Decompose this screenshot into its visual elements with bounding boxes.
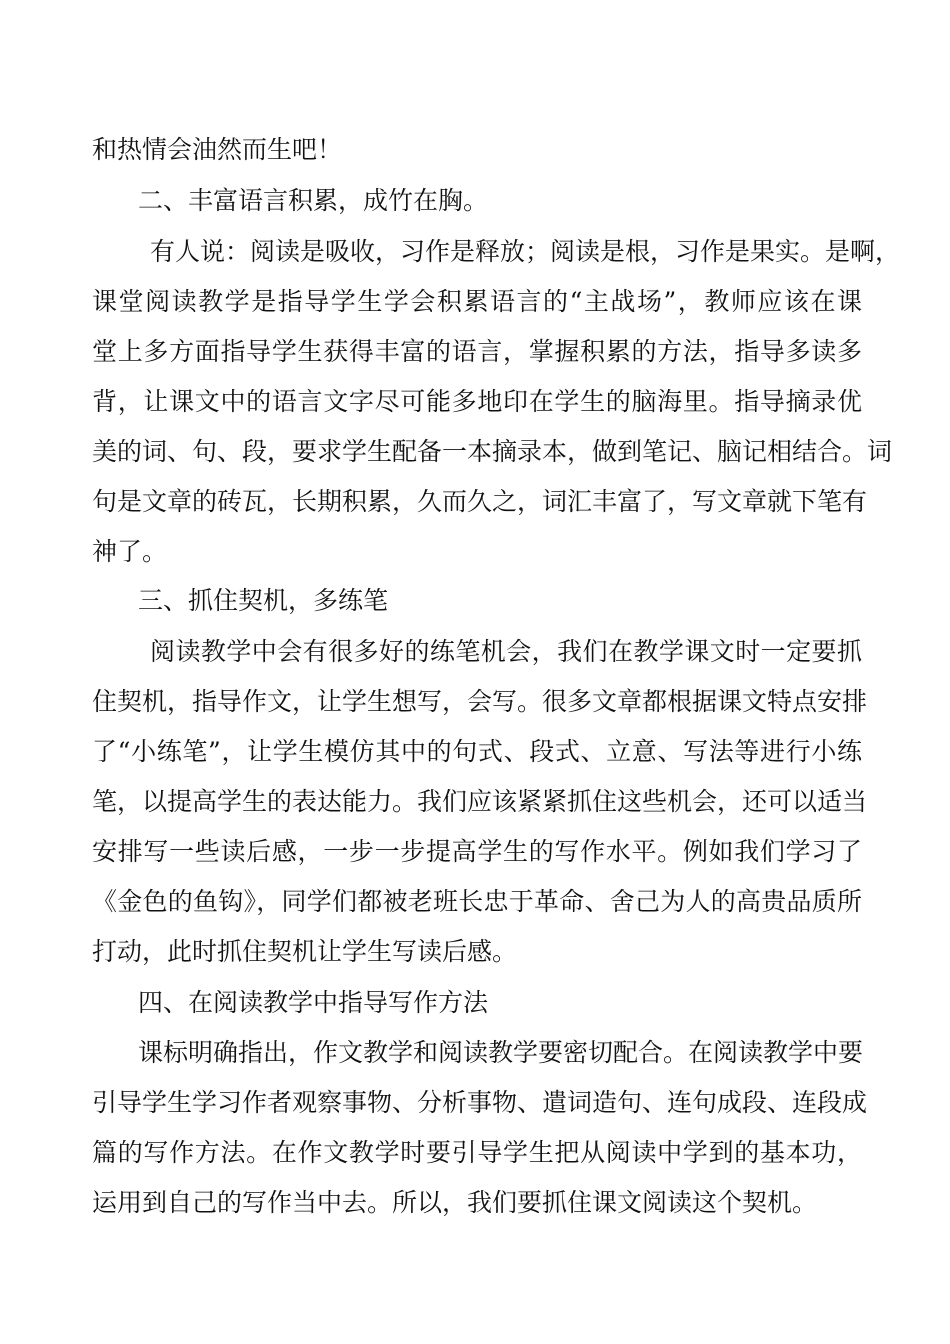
paragraph-line: 安排写一些读后感，一步一步提高学生的写作水平。例如我们学习了 — [92, 837, 862, 866]
paragraph-line: 有人说：阅读是吸收，习作是释放；阅读是根，习作是果实。是啊， — [150, 237, 901, 266]
paragraph-line: 背，让课文中的语言文字尽可能多地印在学生的脑海里。指导摘录优 — [92, 387, 862, 416]
paragraph-line: 课堂阅读教学是指导学生学会积累语言的“主战场”，教师应该在课 — [92, 287, 862, 316]
paragraph-line: 美的词、句、段，要求学生配备一本摘录本，做到笔记、脑记相结合。词 — [92, 437, 893, 466]
paragraph-line: 《金色的鱼钩》，同学们都被老班长忠于革命、舍己为人的高贵品质所 — [92, 887, 862, 916]
paragraph-line: 笔，以提高学生的表达能力。我们应该紧紧抓住这些机会，还可以适当 — [92, 787, 868, 816]
paragraph-line: 神了。 — [92, 537, 168, 566]
paragraph-line: 打动，此时抓住契机让学生写读后感。 — [92, 937, 518, 966]
paragraph-line: 课标明确指出，作文教学和阅读教学要密切配合。在阅读教学中要 — [138, 1038, 864, 1067]
paragraph-line: 篇的写作方法。在作文教学时要引导学生把从阅读中学到的基本功， — [92, 1138, 862, 1167]
section-heading: 三、抓住契机，多练笔 — [138, 586, 389, 615]
paragraph-line: 运用到自己的写作当中去。所以，我们要抓住课文阅读这个契机。 — [92, 1188, 818, 1217]
section-heading: 二、丰富语言积累，成竹在胸。 — [138, 186, 489, 215]
paragraph-line: 了“小练笔”，让学生模仿其中的句式、段式、立意、写法等进行小练 — [92, 737, 862, 766]
section-heading: 四、在阅读教学中指导写作方法 — [138, 988, 489, 1017]
paragraph-line: 引导学生学习作者观察事物、分析事物、遣词造句、连句成段、连段成 — [92, 1088, 868, 1117]
paragraph-line: 堂上多方面指导学生获得丰富的语言，掌握积累的方法，指导多读多 — [92, 337, 862, 366]
paragraph-line: 住契机，指导作文，让学生想写，会写。很多文章都根据课文特点安排 — [92, 687, 868, 716]
paragraph-line: 句是文章的砖瓦，长期积累，久而久之，词汇丰富了，写文章就下笔有 — [92, 487, 868, 516]
paragraph-line: 阅读教学中会有很多好的练笔机会，我们在教学课文时一定要抓 — [150, 637, 862, 666]
paragraph-line: 和热情会油然而生吧！ — [92, 135, 343, 164]
